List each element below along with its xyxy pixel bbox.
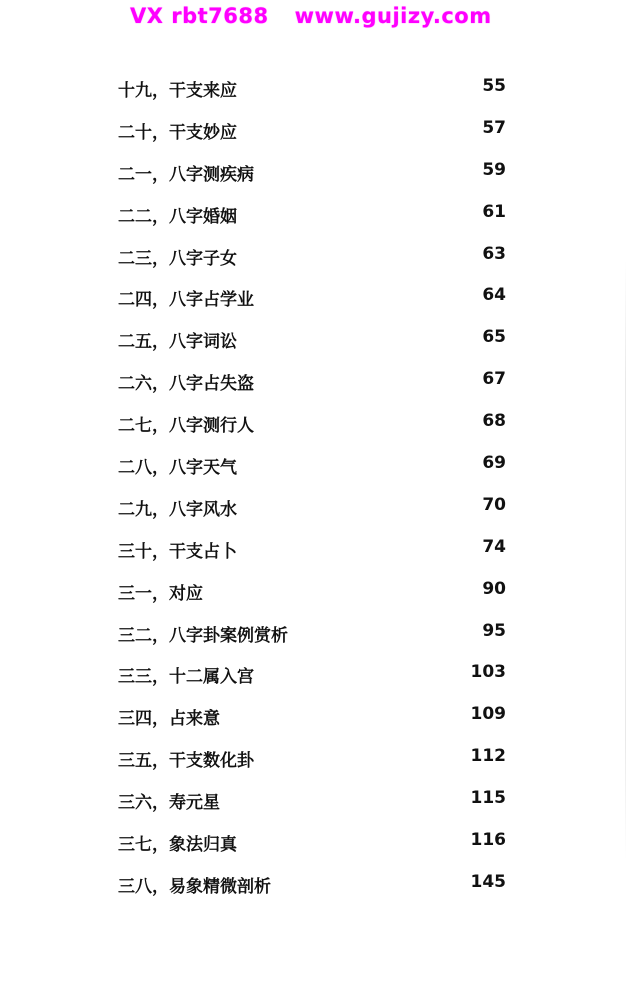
toc-entry <box>0 277 638 319</box>
toc-entry-page-number: 67 <box>482 369 506 390</box>
toc-entry <box>0 571 638 613</box>
toc-entry-title: 二六，八字占失盗 <box>118 374 254 395</box>
toc-entry <box>0 822 638 864</box>
toc-entry-page-number: 69 <box>482 453 506 474</box>
toc-entry-page-number: 95 <box>482 620 506 641</box>
toc-entry <box>0 152 638 194</box>
toc-entry <box>0 654 638 696</box>
toc-entry <box>0 696 638 738</box>
toc-entry-title: 二十，干支妙应 <box>118 122 237 143</box>
toc-entry-page-number: 64 <box>482 285 506 306</box>
toc-entry-title: 二二，八字婚姻 <box>118 206 237 227</box>
toc-entry-page-number: 55 <box>482 76 506 96</box>
toc-entry-page-number: 57 <box>482 117 506 138</box>
toc-entry-title: 三六，寿元星 <box>118 793 220 814</box>
toc-entry-page-number: 112 <box>470 746 506 767</box>
toc-entry-page-number: 103 <box>470 662 506 683</box>
toc-entry-page-number: 68 <box>482 411 506 432</box>
watermark-contact: VX rbt7688 <box>130 4 269 28</box>
toc-entry-page-number: 65 <box>482 327 506 348</box>
toc-entry <box>0 487 638 529</box>
table-of-contents <box>0 68 638 906</box>
toc-entry-page-number: 116 <box>470 830 506 851</box>
toc-entry-title: 二四，八字占学业 <box>118 290 254 311</box>
toc-entry <box>0 110 638 152</box>
toc-entry-page-number: 63 <box>482 243 506 264</box>
toc-entry <box>0 68 638 110</box>
toc-entry <box>0 780 638 822</box>
toc-entry <box>0 613 638 655</box>
toc-entry <box>0 194 638 236</box>
watermark <box>130 2 492 30</box>
toc-entry-page-number: 90 <box>482 578 506 599</box>
toc-entry-title: 三四，占来意 <box>118 709 220 730</box>
toc-entry-title: 三八，易象精微剖析 <box>118 876 271 897</box>
toc-entry <box>0 529 638 571</box>
toc-entry-title: 二七，八字测行人 <box>118 416 254 437</box>
toc-entry-title: 十九，干支来应 <box>118 81 237 101</box>
page-edge-shadow <box>625 260 626 860</box>
toc-entry <box>0 319 638 361</box>
toc-entry-title: 二九，八字风水 <box>118 499 237 520</box>
toc-entry-page-number: 109 <box>470 704 506 725</box>
toc-entry <box>0 738 638 780</box>
toc-entry-page-number: 74 <box>482 536 506 557</box>
toc-entry-title: 三一，对应 <box>118 583 203 604</box>
toc-entry-page-number: 61 <box>482 201 506 222</box>
toc-entry-page-number: 115 <box>470 788 506 809</box>
toc-entry <box>0 864 638 906</box>
toc-entry <box>0 445 638 487</box>
toc-entry-title: 二一，八字测疾病 <box>118 164 254 185</box>
toc-entry-title: 二八，八字天气 <box>118 458 237 479</box>
toc-entry-title: 三五，干支数化卦 <box>118 751 254 772</box>
toc-entry-title: 二五，八字词讼 <box>118 332 237 353</box>
toc-entry <box>0 236 638 278</box>
watermark-website: www.gujizy.com <box>294 4 492 28</box>
toc-entry-title: 三三，十二属入宫 <box>118 667 254 688</box>
toc-entry-title: 二三，八字子女 <box>118 248 237 269</box>
toc-entry <box>0 403 638 445</box>
toc-entry-title: 三二，八字卦案例赏析 <box>118 625 288 646</box>
toc-entry <box>0 361 638 403</box>
toc-entry-title: 三七，象法归真 <box>118 835 237 856</box>
toc-entry-page-number: 59 <box>482 159 506 180</box>
toc-entry-page-number: 70 <box>482 494 506 515</box>
toc-entry-title: 三十，干支占卜 <box>118 541 237 562</box>
toc-entry-page-number: 145 <box>470 871 506 892</box>
